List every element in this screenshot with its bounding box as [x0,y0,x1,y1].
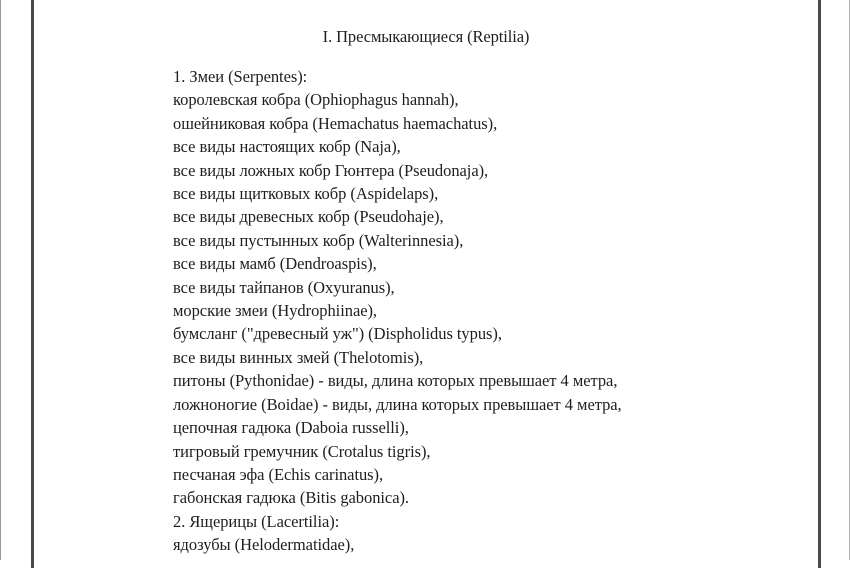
list-item: все виды ложных кобр Гюнтера (Pseudonaja), [173,160,489,180]
list-item: все виды настоящих кобр (Naja), [173,137,401,157]
species-list [173,65,622,557]
subsection-heading-lizards: 2. Ящерицы (Lacertilia): [173,511,340,531]
list-item: все виды мамб (Dendroaspis), [173,254,377,274]
list-item: ядозубы (Helodermatidae), [173,535,355,555]
list-item: все виды тайпанов (Oxyuranus), [173,277,395,297]
list-item: королевская кобра (Ophiophagus hannah), [173,90,459,110]
list-item: морские змеи (Hydrophiinae), [173,301,378,321]
list-item: ошейниковая кобра (Hemachatus haemachatus), [173,113,498,133]
list-item: габонская гадюка (Bitis gabonica). [173,488,409,508]
list-item: цепочная гадюка (Daboia russelli), [173,418,409,438]
list-item: питоны (Pythonidae) - виды, длина которых превышает 4 метра, [173,371,618,391]
list-item: тигровый гремучник (Crotalus tigris), [173,441,431,461]
list-item: все виды пустынных кобр (Walterinnesia), [173,230,464,250]
document-page [31,0,821,568]
outer-frame-left-edge [0,0,1,560]
list-item: ложноногие (Boidae) - виды, длина которых превышает 4 метра, [173,394,622,414]
section-title: I. Пресмыкающиеся (Reptilia) [322,27,530,46]
list-item: все виды винных змей (Thelotomis), [173,347,424,367]
list-item: песчаная эфа (Echis carinatus), [173,464,384,484]
subsection-heading-snakes: 1. Змеи (Serpentes): [173,67,308,86]
list-item: все виды древесных кобр (Pseudohaje), [173,207,444,227]
list-item: все виды щитковых кобр (Aspidelaps), [173,184,439,204]
list-item: бумсланг ("древесный уж") (Dispholidus typus), [173,324,502,344]
